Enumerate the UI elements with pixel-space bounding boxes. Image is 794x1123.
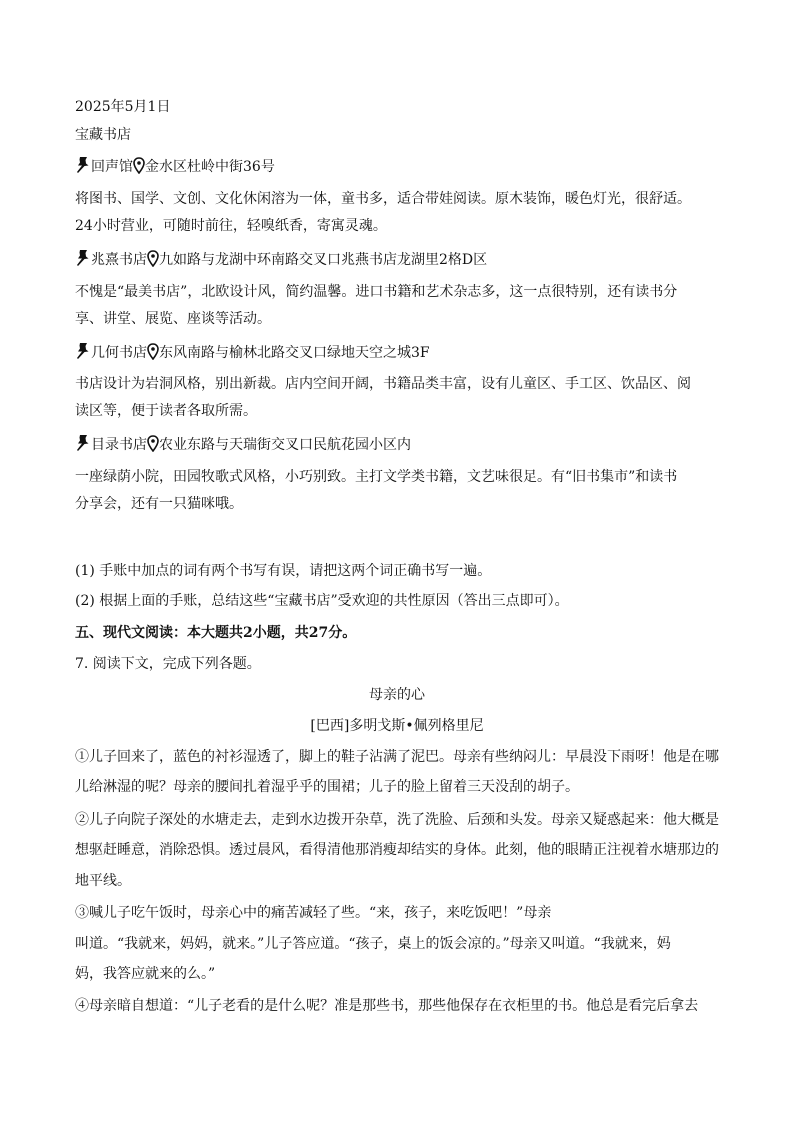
store-desc-line: 读区等，便于读者各取所需。	[75, 403, 257, 419]
store-address: 金水区杜岭中街36号	[145, 159, 275, 175]
store-desc-line: 不愧是“最美书店”，北欧设计风，简约温馨。进口书籍和艺术杂志多，这一点很特别，还有读书分	[75, 284, 678, 300]
article-line: ①儿子回来了，蓝色的衬衫湿透了，脚上的鞋子沾满了泥巴。母亲有些纳闷儿：早晨没下雨呀！他是在哪	[75, 749, 719, 765]
question-1: (1) 手账中加点的词有两个书写有误，请把这两个词正确书写一遍。	[75, 563, 492, 579]
pushpin-icon	[75, 434, 91, 452]
article-author: [巴西]多明戈斯•佩列格里尼	[310, 718, 484, 734]
location-pin-icon	[133, 157, 145, 174]
section-heading: 五、现代文阅读：本大题共2小题，共27分。	[75, 625, 357, 641]
store-address: 农业东路与天瑞街交叉口民航花园小区内	[159, 437, 411, 453]
article-line: 地平线。	[75, 873, 131, 889]
journal-date: 2025年5月1日	[75, 99, 171, 115]
journal-heading: 宝藏书店	[75, 127, 131, 143]
pushpin-icon	[75, 249, 91, 267]
store-address: 东风南路与榆林北路交叉口绿地天空之城3F	[159, 345, 430, 361]
article-line: ④母亲暗自想道：“儿子老看的是什么呢？准是那些书，那些他保存在衣柜里的书。他总是看完后拿去	[75, 998, 699, 1014]
article-line: 儿给淋湿的呢？母亲的腰间扎着湿乎乎的围裙；儿子的脸上留着三天没刮的胡子。	[75, 779, 579, 795]
store-entry-2	[75, 249, 725, 270]
store-entry-1	[75, 156, 725, 177]
store-entry-4	[75, 434, 725, 455]
article-line: ③喊儿子吃午饭时，母亲心中的痛苦减轻了些。“来，孩子，来吃饭吧！”母亲	[75, 905, 552, 921]
article-line: ②儿子向院子深处的水塘走去，走到水边拨开杂草，洗了洗脸、后颈和头发。母亲又疑惑起来：他大概是	[75, 812, 719, 828]
store-desc-line: 将图书、国学、文创、文化休闲溶为一体，童书多，适合带娃阅读。原木装饰，暖色灯光，很舒适。	[75, 191, 691, 207]
pushpin-icon	[75, 156, 91, 174]
store-entry-3	[75, 342, 725, 363]
article-line: 叫道。“我就来，妈妈，就来。”儿子答应道。“孩子，桌上的饭会凉的。”母亲又叫道。“我就来，妈	[75, 936, 671, 952]
location-pin-icon	[147, 250, 159, 267]
location-pin-icon	[147, 435, 159, 452]
store-name: 兆熹书店	[91, 252, 147, 268]
store-desc-line: 分享会，还有一只猫咪哦。	[75, 496, 243, 512]
store-desc-line: 24小时营业，可随时前往，轻嗅纸香，寄寓灵魂。	[75, 218, 387, 234]
store-name: 回声馆	[91, 159, 133, 175]
store-address: 九如路与龙湖中环南路交叉口兆燕书店龙湖里2格D区	[159, 252, 488, 268]
question-2: (2) 根据上面的手账，总结这些“宝藏书店”受欢迎的共性原因（答出三点即可）。	[75, 593, 569, 609]
article-line: 妈，我答应就来的么。”	[75, 966, 216, 982]
location-pin-icon	[147, 343, 159, 360]
store-name: 几何书店	[91, 345, 147, 361]
store-desc-line: 一座绿荫小院，田园牧歌式风格，小巧别致。主打文学类书籍，文艺味很足。有“旧书集市”和读书	[75, 469, 678, 485]
section-instruction: 7. 阅读下文，完成下列各题。	[75, 656, 261, 672]
store-desc-line: 享、讲堂、展览、座谈等活动。	[75, 311, 271, 327]
store-desc-line: 书店设计为岩洞风格，别出新裁。店内空间开阔，书籍品类丰富，设有儿童区、手工区、饮品区、阅	[75, 376, 691, 392]
article-line: 想驱赶睡意，消除恐惧。透过晨风，看得清他那消瘦却结实的身体。此刻，他的眼睛正注视着水塘那边的	[75, 842, 719, 858]
pushpin-icon	[75, 342, 91, 360]
store-name: 目录书店	[91, 437, 147, 453]
article-title: 母亲的心	[369, 687, 425, 703]
